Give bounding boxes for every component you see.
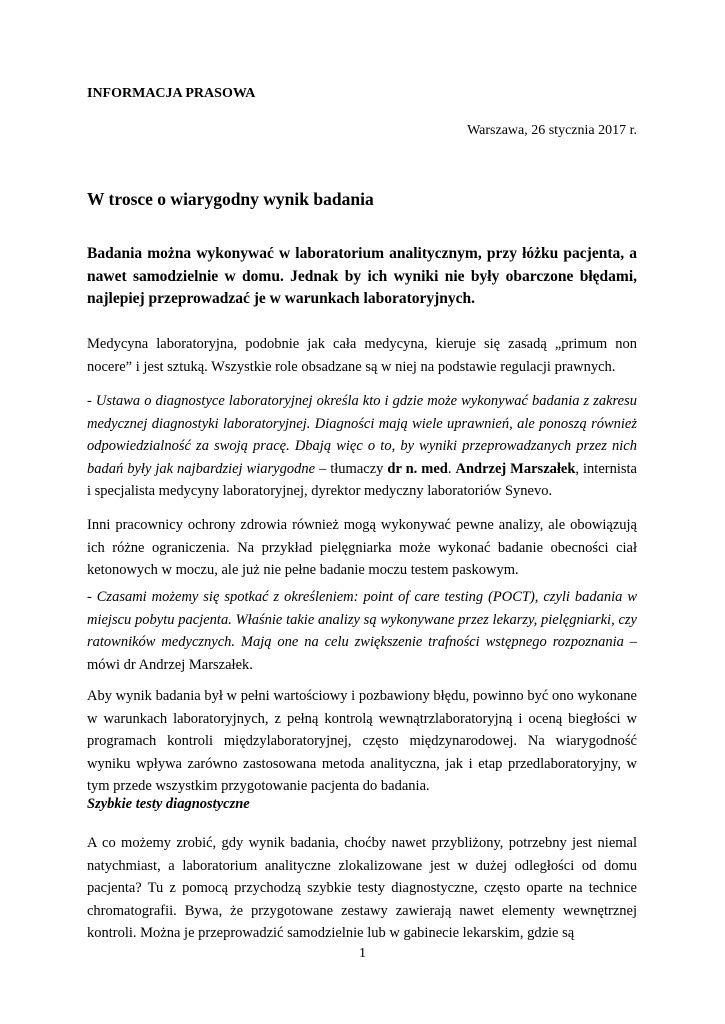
article-title: W trosce o wiarygodny wynik badania [87,189,374,209]
paragraph-2-text [87,390,637,503]
quote-text: - Czasami możemy się spotkać z określeniem: point of care testing (POCT), czyli badania w miejscu pobytu pacjenta. Właśnie takie analizy są wykonywane przez lekarzy, pielęgniarki, czy ratowników medycznych. Mają one na celu zwiększenie trafności wstępnego rozpoznania [87,589,637,650]
paragraph-5-text: Aby wynik badania był w pełni wartościowy i pozbawiony błędu, powinno być ono wykonane w warunkach laboratoryjnych, z pełną kontrolą wewnątrzlaboratoryjną i oceną biegłości w programach kontroli międzylaboratoryjnej, często międzynarodowej. Na wiarygodność wyniku wpływa zarówno zastosowana metoda analityczna, jak i etap przedlaboratoryjny, w tym przede wszystkim przygotowanie pacjenta do badania. [87,688,637,794]
paragraph-6-text: A co możemy zrobić, gdy wynik badania, choćby nawet przybliżony, potrzebny jest niemal natychmiast, a laboratorium analityczne zlokalizowane jest w dużej odległości od domu pacjenta? Tu z pomocą przychodzą szybkie testy diagnostyczne, często oparte na technice chromatografii. Bywa, że przygotowane zestawy zawierają nawet elementy wewnętrznej kontroli. Można je przeprowadzić samodzielnie lub w gabinecie lekarskim, gdzie są [87,835,637,941]
paragraph-4 [87,586,637,676]
paragraph-5 [87,685,637,798]
section-subheading: Szybkie testy diagnostyczne [87,796,250,812]
attribution-prefix: – tłumaczy [315,460,388,477]
quote-text: - Ustawa o diagnostyce laboratoryjnej określa kto i gdzie może wykonywać badania z zakresu medycznej diagnostyki laboratoryjnej. Diagności mają wiele uprawnień, ale ponoszą również odpowiedzialność za swoją pracę. Dbają więc o to, by wyniki przeprowadzanych przez nich badań były jak najbardziej wiarygodne [87,393,637,477]
paragraph-4-text [87,586,637,676]
paragraph-3-text: Inni pracownicy ochrony zdrowia również mogą wykonywać pewne analizy, ale obowiązują ich różne ograniczenia. Na przykład pielęgniarka może wykonać badanie obecności ciał ketonowych w moczu, ale już nie pełne badanie moczu testem paskowym. [87,517,637,578]
attribution: – mówi dr Andrzej Marszałek. [87,634,638,673]
paragraph-6 [87,832,637,945]
page-number: 1 [359,946,366,961]
lead-paragraph: Badania można wykonywać w laboratorium analitycznym, przy łóżku pacjenta, a nawet samodzielnie w domu. Jednak by ich wyniki nie były obarczone błędami, najlepiej przeprowadzać je w warunkach laboratoryjnych. [87,245,637,307]
attribution-suffix: , internista i specjalista medycyny laboratoryjnej, dyrektor medyczny laboratoriów Synevo. [87,460,637,499]
press-release-label: INFORMACJA PRASOWA [87,86,256,101]
degree-title: dr n. med [387,460,448,477]
date-line: Warszawa, 26 stycznia 2017 r. [467,123,637,138]
paragraph-1 [87,333,637,378]
paragraph-1-text: Medycyna laboratoryjna, podobnie jak cała medycyna, kieruje się zasadą „primum non nocere” i jest sztuką. Wszystkie role obsadzane są w niej na podstawie regulacji prawnych. [87,336,637,375]
paragraph-3 [87,514,637,582]
degree-dot: . [447,460,456,477]
paragraph-2 [87,390,637,503]
expert-name: Andrzej Marszałek [455,460,576,477]
